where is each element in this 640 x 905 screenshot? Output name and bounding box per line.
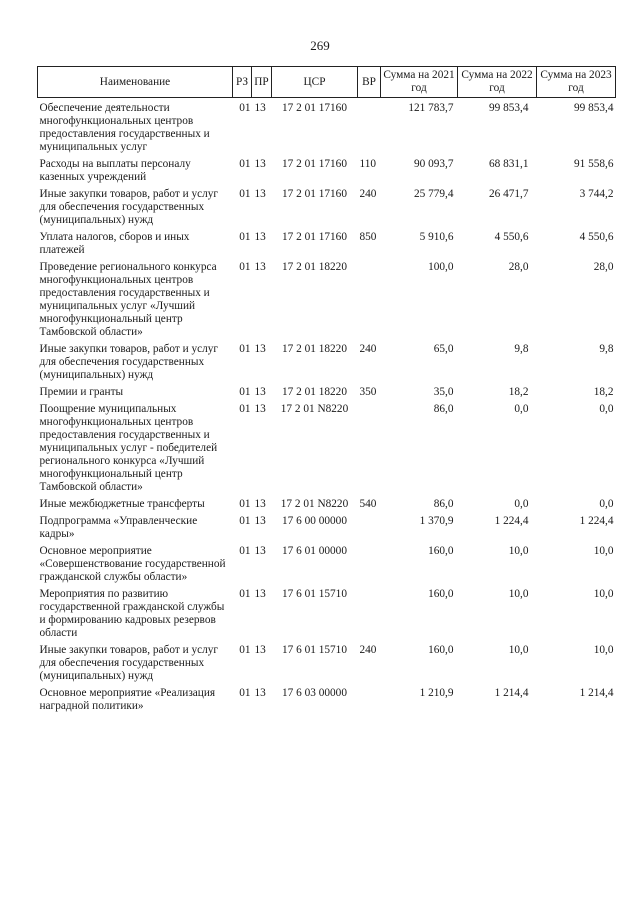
row-pr: 13 (254, 515, 266, 527)
row-rz: 01 (239, 261, 251, 273)
row-sum-2022: 4 550,6 (494, 231, 529, 243)
row-csr: 17 2 01 17160 (282, 188, 347, 200)
row-name: Обеспечение деятельности многофункциональных центров предоставления государственных и муниципальных услуг (39, 102, 210, 153)
row-sum-2022: 18,2 (508, 386, 529, 398)
header-csr: ЦСР (272, 67, 358, 98)
row-sum-2022: 0,0 (514, 498, 529, 510)
row-pr: 13 (254, 403, 266, 415)
table-row (38, 188, 616, 231)
row-pr: 13 (254, 644, 266, 656)
row-sum-2021: 1 370,9 (419, 515, 454, 527)
row-name: Иные закупки товаров, работ и услуг для обеспечения государственных (муниципальных) нужд (39, 644, 219, 682)
header-sum-2021: Сумма на 2021 год (381, 67, 458, 98)
row-sum-2023: 10,0 (593, 588, 614, 600)
row-vr: 350 (359, 386, 377, 398)
page-number: 269 (310, 38, 330, 53)
row-name: Подпрограмма «Управленческие кадры» (39, 515, 198, 540)
row-vr: 540 (359, 498, 377, 510)
row-pr: 13 (254, 102, 266, 114)
table-row (38, 588, 616, 644)
row-sum-2023: 0,0 (599, 498, 614, 510)
row-vr (358, 687, 381, 717)
row-sum-2023: 4 550,6 (579, 231, 614, 243)
row-rz: 01 (239, 403, 251, 415)
row-pr: 13 (254, 386, 266, 398)
row-vr: 850 (359, 231, 377, 243)
row-vr (358, 261, 381, 343)
row-name: Основное мероприятие «Совершенствование государственной гражданской службы области» (39, 545, 226, 583)
header-sum-2022: Сумма на 2022 год (458, 67, 537, 98)
header-name: Наименование (38, 67, 233, 98)
header-rz: РЗ (233, 67, 252, 98)
row-sum-2023: 0,0 (599, 403, 614, 415)
table-row (38, 231, 616, 261)
row-csr: 17 2 01 N8220 (280, 498, 349, 510)
row-rz: 01 (239, 644, 251, 656)
row-sum-2023: 28,0 (593, 261, 614, 273)
table-row (38, 343, 616, 386)
row-rz: 01 (239, 102, 251, 114)
row-rz: 01 (239, 231, 251, 243)
row-sum-2021: 160,0 (428, 588, 454, 600)
row-pr: 13 (254, 261, 266, 273)
row-rz: 01 (239, 687, 251, 699)
row-sum-2022: 28,0 (508, 261, 529, 273)
row-rz: 01 (239, 588, 251, 600)
row-sum-2023: 10,0 (593, 644, 614, 656)
row-vr (358, 515, 381, 545)
row-name: Премии и гранты (39, 386, 124, 398)
row-csr: 17 2 01 18220 (282, 386, 347, 398)
row-rz: 01 (239, 515, 251, 527)
row-rz: 01 (239, 545, 251, 557)
row-csr: 17 6 01 15710 (282, 588, 347, 600)
table-row (38, 644, 616, 687)
row-name: Проведение регионального конкурса многофункциональных центров предоставления государственных и муниципальных услуг «Лучший многофункциональный центр Тамбовской области» (39, 261, 217, 338)
row-sum-2023: 3 744,2 (579, 188, 614, 200)
row-rz: 01 (239, 188, 251, 200)
row-rz: 01 (239, 343, 251, 355)
row-sum-2021: 100,0 (428, 261, 454, 273)
row-pr: 13 (254, 687, 266, 699)
row-vr (358, 588, 381, 644)
row-vr (358, 545, 381, 588)
table-header-row (38, 67, 616, 98)
row-sum-2021: 1 210,9 (419, 687, 454, 699)
row-csr: 17 6 01 00000 (282, 545, 347, 557)
row-sum-2021: 90 093,7 (413, 158, 454, 170)
row-sum-2023: 91 558,6 (573, 158, 614, 170)
row-sum-2023: 1 224,4 (579, 515, 614, 527)
header-vr: ВР (358, 67, 381, 98)
row-name: Поощрение муниципальных многофункциональных центров предоставления государственных и муниципальных услуг - победителей регионального конкурса «Лучший многофункциональный центр Тамбовской области» (39, 403, 218, 493)
table-row (38, 386, 616, 403)
row-sum-2021: 160,0 (428, 545, 454, 557)
row-pr: 13 (254, 188, 266, 200)
row-name: Уплата налогов, сборов и иных платежей (39, 231, 190, 256)
row-sum-2021: 86,0 (433, 403, 454, 415)
table-row (38, 403, 616, 498)
row-sum-2023: 9,8 (599, 343, 614, 355)
row-csr: 17 2 01 17160 (282, 102, 347, 114)
table-row (38, 261, 616, 343)
row-csr: 17 2 01 18220 (282, 343, 347, 355)
row-name: Расходы на выплаты персоналу казенных учреждений (39, 158, 191, 183)
row-sum-2021: 121 783,7 (408, 102, 454, 114)
row-vr: 110 (359, 158, 377, 170)
row-sum-2022: 99 853,4 (488, 102, 529, 114)
row-vr (358, 98, 381, 159)
row-csr: 17 2 01 17160 (282, 231, 347, 243)
row-rz: 01 (239, 386, 251, 398)
row-sum-2022: 0,0 (514, 403, 529, 415)
row-csr: 17 6 03 00000 (282, 687, 347, 699)
row-sum-2022: 1 224,4 (494, 515, 529, 527)
row-pr: 13 (254, 158, 266, 170)
row-csr: 17 2 01 N8220 (280, 403, 349, 415)
row-rz: 01 (239, 158, 251, 170)
row-name: Мероприятия по развитию государственной гражданской службы и формированию кадровых резервов области (39, 588, 225, 639)
table-row (38, 498, 616, 515)
row-sum-2022: 10,0 (508, 545, 529, 557)
row-csr: 17 2 01 18220 (282, 261, 347, 273)
row-name: Иные межбюджетные трансферты (39, 498, 205, 510)
table-row (38, 515, 616, 545)
row-sum-2021: 5 910,6 (419, 231, 454, 243)
row-sum-2022: 10,0 (508, 588, 529, 600)
row-sum-2022: 26 471,7 (488, 188, 529, 200)
table-row (38, 545, 616, 588)
table-row (38, 98, 616, 159)
row-sum-2023: 1 214,4 (579, 687, 614, 699)
row-sum-2022: 68 831,1 (488, 158, 529, 170)
row-csr: 17 6 01 15710 (282, 644, 347, 656)
row-pr: 13 (254, 343, 266, 355)
header-pr: ПР (252, 67, 272, 98)
row-csr: 17 2 01 17160 (282, 158, 347, 170)
row-sum-2021: 160,0 (428, 644, 454, 656)
row-name: Иные закупки товаров, работ и услуг для обеспечения государственных (муниципальных) нужд (39, 188, 219, 226)
row-sum-2023: 99 853,4 (573, 102, 614, 114)
row-pr: 13 (254, 588, 266, 600)
row-vr: 240 (359, 343, 377, 355)
row-sum-2021: 25 779,4 (413, 188, 454, 200)
row-pr: 13 (254, 545, 266, 557)
row-name: Иные закупки товаров, работ и услуг для обеспечения государственных (муниципальных) нужд (39, 343, 219, 381)
row-vr (358, 403, 381, 498)
budget-table (37, 66, 616, 717)
row-name: Основное мероприятие «Реализация наградной политики» (39, 687, 216, 712)
table-row (38, 158, 616, 188)
header-sum-2023: Сумма на 2023 год (537, 67, 616, 98)
row-sum-2023: 10,0 (593, 545, 614, 557)
row-sum-2022: 10,0 (508, 644, 529, 656)
row-sum-2021: 35,0 (433, 386, 454, 398)
row-pr: 13 (254, 498, 266, 510)
row-sum-2022: 1 214,4 (494, 687, 529, 699)
table-row (38, 687, 616, 717)
row-sum-2021: 86,0 (433, 498, 454, 510)
row-rz: 01 (239, 498, 251, 510)
row-sum-2022: 9,8 (514, 343, 529, 355)
row-vr: 240 (359, 644, 377, 656)
row-sum-2023: 18,2 (593, 386, 614, 398)
table-body (38, 98, 616, 718)
row-vr: 240 (359, 188, 377, 200)
row-pr: 13 (254, 231, 266, 243)
row-csr: 17 6 00 00000 (282, 515, 347, 527)
row-sum-2021: 65,0 (433, 343, 454, 355)
